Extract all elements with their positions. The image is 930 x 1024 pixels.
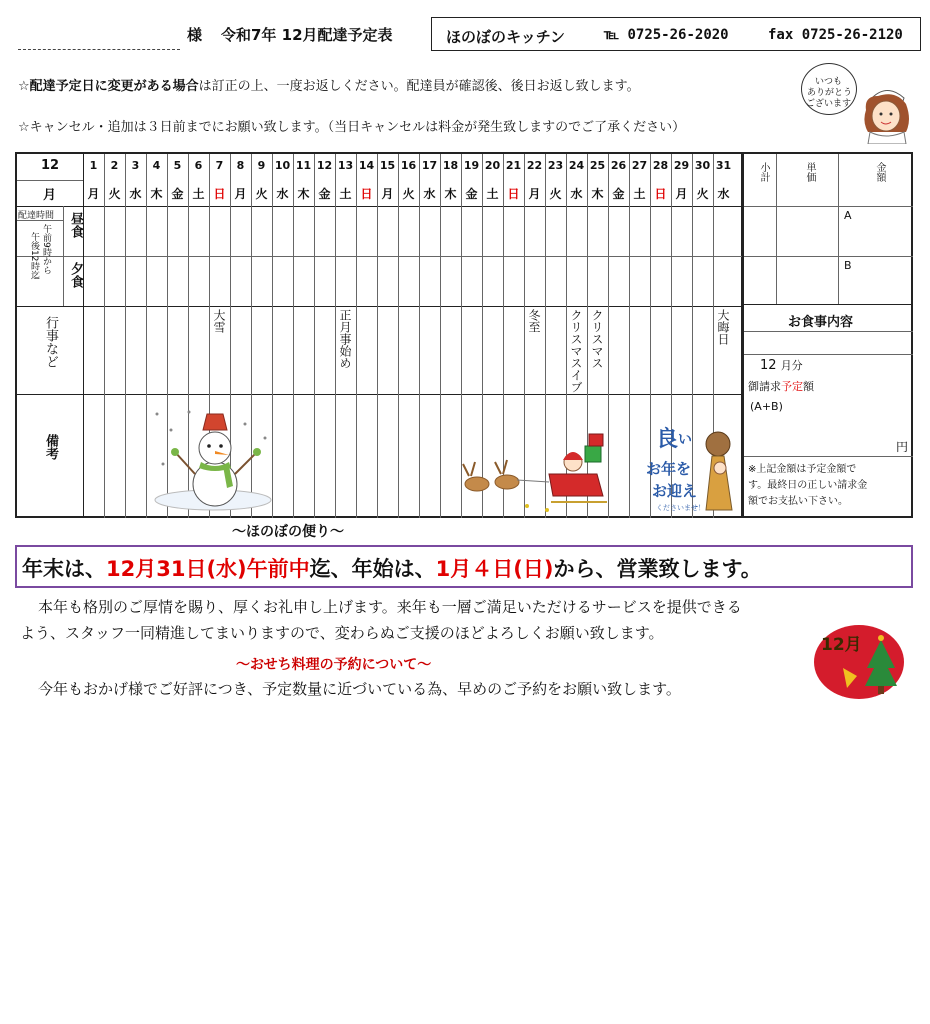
dinner-order-cell[interactable] [441, 257, 460, 305]
lunch-order-cell[interactable] [378, 207, 397, 255]
billing-label [748, 378, 814, 394]
month-number: 12 [41, 158, 60, 173]
dinner-order-cell[interactable] [651, 257, 670, 305]
day-number: 1 [89, 159, 98, 172]
weekday-label: 水 [423, 187, 436, 201]
lunch-order-cell[interactable] [126, 207, 145, 255]
holiday-banner-text [22, 553, 762, 583]
dinner-order-cell[interactable] [126, 257, 145, 305]
meal-contents-title: お食事内容 [788, 315, 854, 330]
day-number: 6 [194, 159, 203, 172]
dinner-order-cell[interactable] [105, 257, 124, 305]
weekday-label: 木 [591, 187, 604, 201]
billing-suffix: 額 [803, 380, 814, 393]
weekday-label: 水 [570, 187, 583, 201]
dinner-order-cell[interactable] [504, 257, 523, 305]
weekday-label: 金 [465, 187, 478, 201]
new-year-greeting-icon [642, 416, 746, 516]
day-number: 17 [421, 159, 438, 172]
day-number: 27 [631, 159, 648, 172]
lunch-order-cell[interactable] [441, 207, 460, 255]
lunch-order-cell[interactable] [714, 207, 733, 255]
day-number: 19 [463, 159, 480, 172]
weekday-label: 火 [108, 187, 121, 201]
weekday-label: 水 [717, 187, 730, 201]
day-number: 4 [152, 159, 161, 172]
weekday-label: 月 [381, 187, 394, 201]
weekday-label: 金 [171, 187, 184, 201]
dinner-order-cell[interactable] [273, 257, 292, 305]
greeting-line-1: 本年も格別のご厚情を賜り、厚くお礼申し上げます。来年も一層ご満足いただけるサービスを提供できる [38, 598, 742, 616]
events-label: 行事など [43, 316, 58, 368]
delivery-time-label: 配達時間 [18, 211, 55, 221]
weekday-label: 木 [444, 187, 457, 201]
osechi-text: 今年もおかげ様でご好評につき、予定数量に近づいている為、早めのご予約をお願い致します。 [38, 680, 681, 698]
delivery-calendar [15, 152, 743, 518]
lunch-order-cell[interactable] [525, 207, 544, 255]
billing-panel [742, 152, 913, 518]
lunch-order-cell[interactable] [84, 207, 103, 255]
dinner-order-cell[interactable] [483, 257, 502, 305]
lunch-order-cell[interactable] [462, 207, 481, 255]
osechi-title: ～おせち料理の予約について～ [236, 657, 432, 673]
lunch-order-cell[interactable] [189, 207, 208, 255]
event-label: 正月事始め [338, 309, 352, 369]
sign-line-4: くださいませ！ [656, 504, 705, 512]
day-number: 3 [131, 159, 140, 172]
dinner-order-cell[interactable] [378, 257, 397, 305]
dinner-order-cell[interactable] [525, 257, 544, 305]
billing-month-number: 12 [760, 358, 777, 373]
weekday-label: 日 [507, 187, 520, 201]
amount-header: 金額 [874, 162, 885, 182]
unit-price-header: 単価 [804, 162, 815, 182]
weekday-label: 金 [318, 187, 331, 201]
day-number: 5 [173, 159, 182, 172]
weekday-label: 月 [234, 187, 247, 201]
honorific-sama: 様 [187, 26, 203, 44]
day-number: 14 [358, 159, 375, 172]
row-b-label: B [844, 259, 852, 272]
day-number: 21 [505, 159, 522, 172]
day-number: 28 [652, 159, 669, 172]
remarks-label: 備考 [43, 434, 58, 460]
speech-bubble [801, 63, 857, 115]
notice-change [18, 75, 640, 94]
dinner-order-cell[interactable] [420, 257, 439, 305]
dinner-order-cell[interactable] [147, 257, 166, 305]
weekday-label: 火 [549, 187, 562, 201]
day-number: 23 [547, 159, 564, 172]
lunch-order-cell[interactable] [357, 207, 376, 255]
dinner-order-cell[interactable] [168, 257, 187, 305]
notice-change-rest: は訂正の上、一度お返しください。配達員が確認後、後日お返し致します。 [198, 79, 640, 94]
dinner-order-cell[interactable] [231, 257, 250, 305]
lunch-order-cell[interactable] [168, 207, 187, 255]
event-label: クリスマス [590, 309, 604, 369]
lunch-order-cell[interactable] [105, 207, 124, 255]
bubble-line-2: ありがとう [807, 88, 853, 98]
weekday-label: 土 [339, 187, 352, 201]
billing-mid: 予定 [781, 380, 803, 393]
page-title: 令和7年 12月配達予定表 [221, 26, 393, 44]
day-number: 7 [215, 159, 224, 172]
notice-change-bold: 配達予定日に変更がある場合 [29, 79, 199, 94]
lunch-order-cell[interactable] [567, 207, 586, 255]
lunch-order-cell[interactable] [630, 207, 649, 255]
weekday-label: 月 [675, 187, 688, 201]
snowman-icon [145, 404, 285, 514]
santa-sleigh-icon [457, 416, 617, 516]
dinner-order-cell[interactable] [189, 257, 208, 305]
shop-fax: fax 0725-26-2120 [768, 27, 903, 43]
bubble-line-3: ございます [806, 99, 852, 109]
weekday-label: 金 [612, 187, 625, 201]
lunch-order-cell[interactable] [483, 207, 502, 255]
dinner-order-cell[interactable] [210, 257, 229, 305]
day-number: 13 [337, 159, 354, 172]
dinner-order-cell[interactable] [630, 257, 649, 305]
dinner-label: 夕食 [68, 262, 83, 288]
star-icon: ☆ [18, 79, 30, 94]
shop-name: ほのぼのキッチン [446, 28, 565, 46]
day-number: 22 [526, 159, 543, 172]
billing-prefix: 御請求 [748, 380, 781, 393]
dinner-order-cell[interactable] [567, 257, 586, 305]
row-a-label: A [844, 209, 852, 222]
sign-line-3: お迎え [652, 482, 698, 500]
billing-note-1: ※上記金額は予定金額で [748, 464, 857, 475]
sign-char-1: 良 [656, 426, 679, 452]
billing-note-2: す。最終日の正しい請求金 [748, 480, 868, 491]
cook-illustration-icon [856, 80, 918, 144]
dinner-order-cell[interactable] [588, 257, 607, 305]
lunch-order-cell[interactable] [273, 207, 292, 255]
weekday-label: 火 [255, 187, 268, 201]
lunch-order-cell[interactable] [672, 207, 691, 255]
lunch-label: 昼食 [68, 212, 83, 238]
day-number: 16 [400, 159, 417, 172]
shop-phone: ℡ 0725-26-2020 [604, 27, 729, 43]
lunch-order-cell[interactable] [588, 207, 607, 255]
weekday-label: 木 [150, 187, 163, 201]
lunch-order-cell[interactable] [336, 207, 355, 255]
day-number: 8 [236, 159, 245, 172]
billing-month [760, 357, 803, 373]
dinner-order-cell[interactable] [336, 257, 355, 305]
lunch-order-cell[interactable] [693, 207, 712, 255]
yen-unit: 円 [896, 440, 909, 454]
day-number: 12 [316, 159, 333, 172]
banner-part-1: 年末は、 [22, 557, 106, 581]
weekday-label: 日 [654, 187, 667, 201]
lunch-order-cell[interactable] [231, 207, 250, 255]
weekday-label: 月 [87, 187, 100, 201]
lunch-order-cell[interactable] [609, 207, 628, 255]
day-number: 29 [673, 159, 690, 172]
lunch-order-cell[interactable] [546, 207, 565, 255]
lunch-order-cell[interactable] [315, 207, 334, 255]
december-badge [807, 624, 905, 700]
dinner-order-cell[interactable] [672, 257, 691, 305]
customer-name-line[interactable] [18, 49, 180, 50]
dinner-order-cell[interactable] [714, 257, 733, 305]
dinner-order-cell[interactable] [546, 257, 565, 305]
weekday-label: 日 [360, 187, 373, 201]
weekday-label: 土 [192, 187, 205, 201]
day-number: 2 [110, 159, 119, 172]
dinner-order-cell[interactable] [693, 257, 712, 305]
day-number: 25 [589, 159, 606, 172]
day-number: 9 [257, 159, 266, 172]
sign-line-2: お年を [646, 460, 692, 478]
billing-note-3: 額でお支払い下さい。 [748, 496, 848, 507]
dinner-order-cell[interactable] [609, 257, 628, 305]
day-number: 15 [379, 159, 396, 172]
billing-formula: (A+B) [750, 400, 783, 413]
month-label: 月 [43, 188, 57, 203]
weekday-label: 火 [402, 187, 415, 201]
dinner-order-cell[interactable] [462, 257, 481, 305]
weekday-label: 木 [297, 187, 310, 201]
day-number: 31 [715, 159, 732, 172]
subtotal-header: 小計 [758, 162, 769, 182]
day-number: 20 [484, 159, 501, 172]
dinner-order-cell[interactable] [315, 257, 334, 305]
lunch-order-cell[interactable] [147, 207, 166, 255]
billing-month-suffix: 月分 [780, 359, 803, 372]
lunch-order-cell[interactable] [651, 207, 670, 255]
lunch-order-cell[interactable] [504, 207, 523, 255]
notice-cancel: ☆キャンセル・追加は３日前までにお願い致します。（当日キャンセルは料金が発生致しますのでご了承ください） [18, 120, 686, 135]
day-number: 30 [694, 159, 711, 172]
day-number: 11 [295, 159, 312, 172]
sign-char-2: い [678, 432, 692, 448]
banner-part-4: 1月４日(日) [435, 557, 554, 581]
dinner-order-cell[interactable] [294, 257, 313, 305]
weekday-label: 日 [213, 187, 226, 201]
day-number: 18 [442, 159, 459, 172]
weekday-label: 火 [696, 187, 709, 201]
banner-part-2: 12月31日(水)午前中 [106, 557, 310, 581]
dinner-order-cell[interactable] [399, 257, 418, 305]
dinner-time: 午後12時迄 [29, 232, 39, 280]
weekday-label: 水 [276, 187, 289, 201]
day-number: 10 [274, 159, 291, 172]
lunch-time: 午前9時から [41, 224, 51, 275]
banner-part-5: から、営業致します。 [553, 557, 762, 581]
day-number: 24 [568, 159, 585, 172]
lunch-order-cell[interactable] [252, 207, 271, 255]
weekday-label: 水 [129, 187, 142, 201]
event-label: 大晦日 [716, 309, 730, 345]
news-title: ～ほのぼの便り～ [232, 524, 344, 540]
weekday-label: 土 [633, 187, 646, 201]
dinner-order-cell[interactable] [252, 257, 271, 305]
event-label: 大雪 [212, 309, 226, 333]
dinner-order-cell[interactable] [84, 257, 103, 305]
badge-text: 12月 [821, 635, 862, 655]
weekday-label: 月 [528, 187, 541, 201]
lunch-order-cell[interactable] [210, 207, 229, 255]
lunch-order-cell[interactable] [294, 207, 313, 255]
event-label: 冬至 [527, 309, 541, 333]
dinner-order-cell[interactable] [357, 257, 376, 305]
day-number: 26 [610, 159, 627, 172]
lunch-order-cell[interactable] [399, 207, 418, 255]
lunch-order-cell[interactable] [420, 207, 439, 255]
banner-part-3: 迄、年始は、 [309, 557, 436, 581]
weekday-label: 土 [486, 187, 499, 201]
event-label: クリスマスイブ [569, 309, 583, 393]
bubble-line-1: いつも [815, 77, 843, 87]
greeting-line-2: よう、スタッフ一同精進してまいりますので、変わらぬご支援のほどよろしくお願い致します。 [20, 624, 664, 642]
